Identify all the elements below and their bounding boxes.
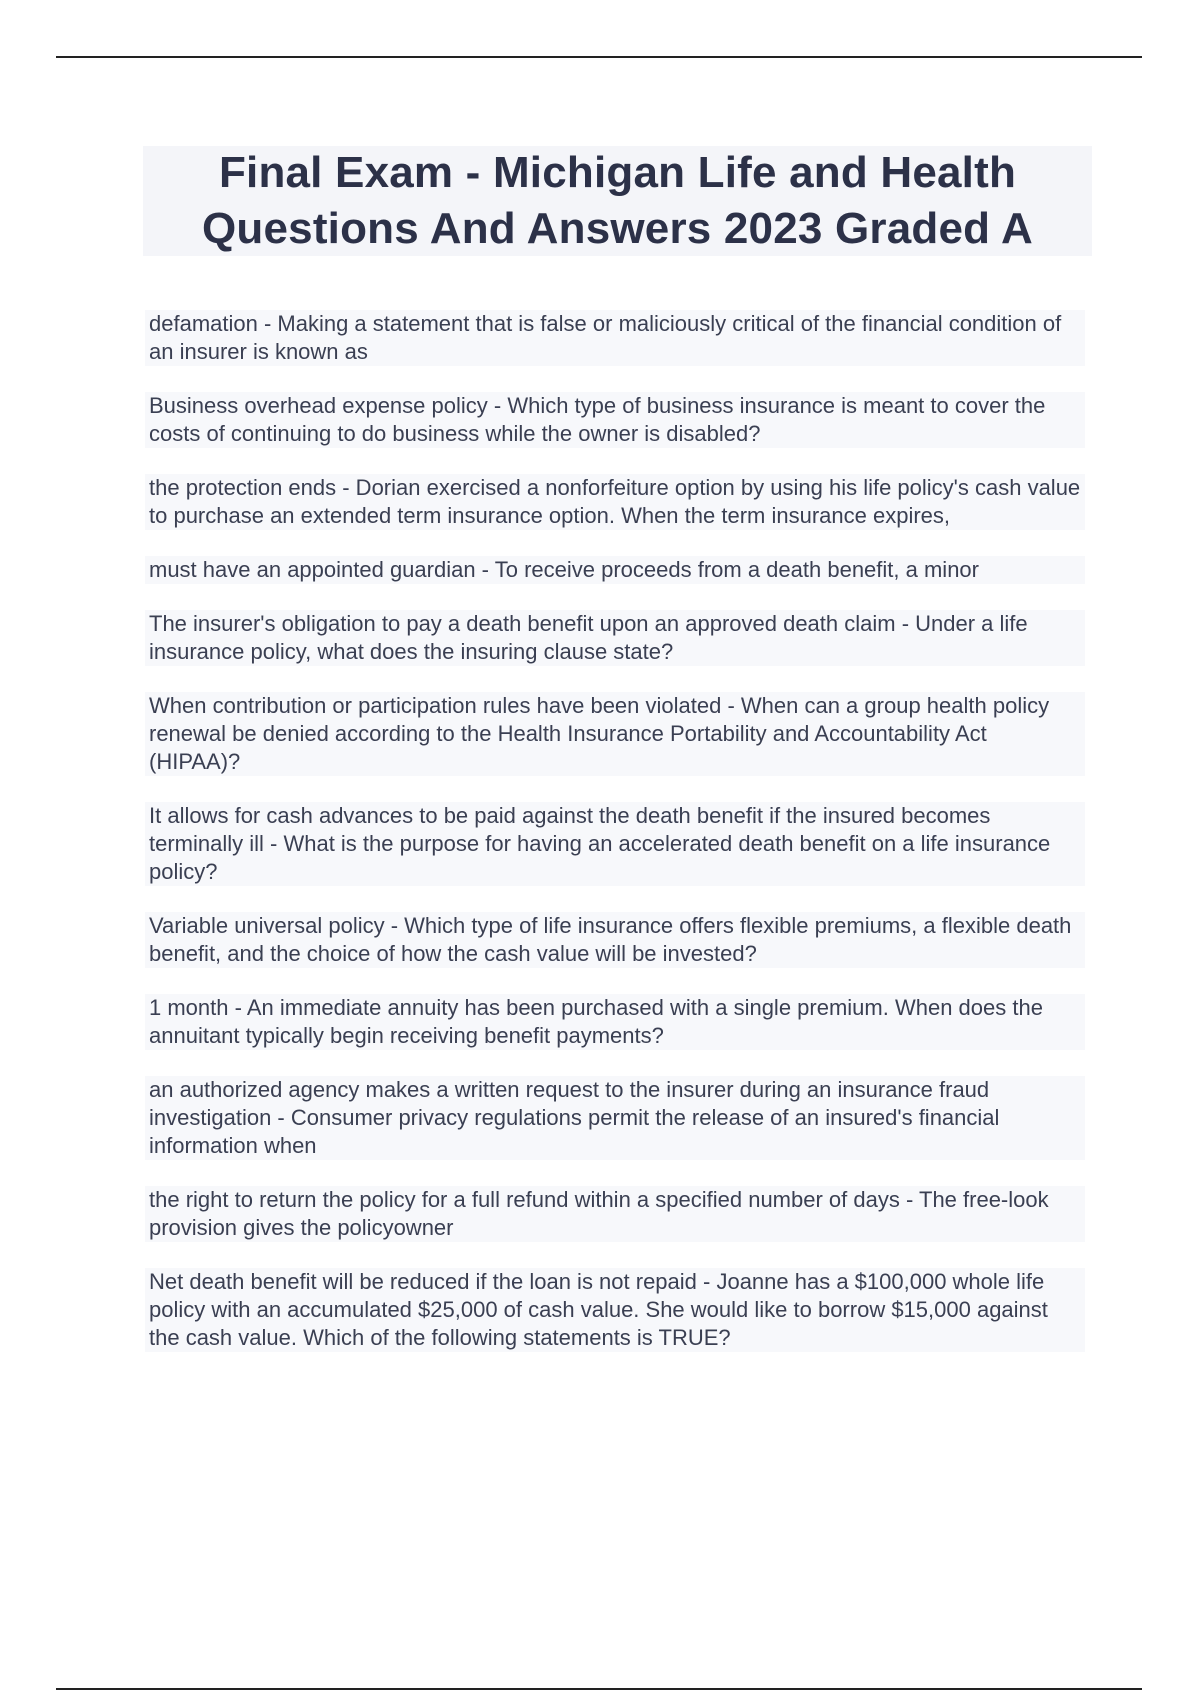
qa-item: Business overhead expense policy - Which type of business insurance is meant to cover the costs of continuing to do business while the owner is disabled?: [145, 392, 1085, 448]
page-title: [202, 145, 1033, 257]
qa-item: Net death benefit will be reduced if the loan is not repaid - Joanne has a $100,000 whole life policy with an accumulated $25,000 of cash value. She would like to borrow $15,000 against the cash value. Which of the following statements is TRUE?: [145, 1268, 1085, 1352]
question-answer-list: [145, 310, 1085, 1378]
page-title-line-1: Final Exam - Michigan Life and Health: [218, 148, 1017, 197]
qa-item: 1 month - An immediate annuity has been purchased with a single premium. When does the annuitant typically begin receiving benefit payments?: [145, 994, 1085, 1050]
qa-item: the right to return the policy for a full refund within a specified number of days - The free-look provision gives the policyowner: [145, 1186, 1085, 1242]
qa-item: Variable universal policy - Which type of life insurance offers flexible premiums, a flexible death benefit, and the choice of how the cash value will be invested?: [145, 912, 1085, 968]
qa-item: The insurer's obligation to pay a death benefit upon an approved death claim - Under a life insurance policy, what does the insuring clause state?: [145, 610, 1085, 666]
title-banner: [143, 146, 1092, 256]
page-title-line-2: Questions And Answers 2023 Graded A: [201, 204, 1033, 253]
qa-item: must have an appointed guardian - To receive proceeds from a death benefit, a minor: [145, 556, 1085, 584]
qa-item: defamation - Making a statement that is false or maliciously critical of the financial condition of an insurer is known as: [145, 310, 1085, 366]
qa-item: the protection ends - Dorian exercised a nonforfeiture option by using his life policy's cash value to purchase an extended term insurance option. When the term insurance expires,: [145, 474, 1085, 530]
qa-item: an authorized agency makes a written request to the insurer during an insurance fraud investigation - Consumer privacy regulations permit the release of an insured's financial information when: [145, 1076, 1085, 1160]
qa-item: When contribution or participation rules have been violated - When can a group health policy renewal be denied according to the Health Insurance Portability and Accountability Act (HIPAA)?: [145, 692, 1085, 776]
qa-item: It allows for cash advances to be paid against the death benefit if the insured becomes terminally ill - What is the purpose for having an accelerated death benefit on a life insurance policy?: [145, 802, 1085, 886]
page-bottom-rule: [56, 1688, 1142, 1690]
page-top-rule: [56, 56, 1142, 58]
